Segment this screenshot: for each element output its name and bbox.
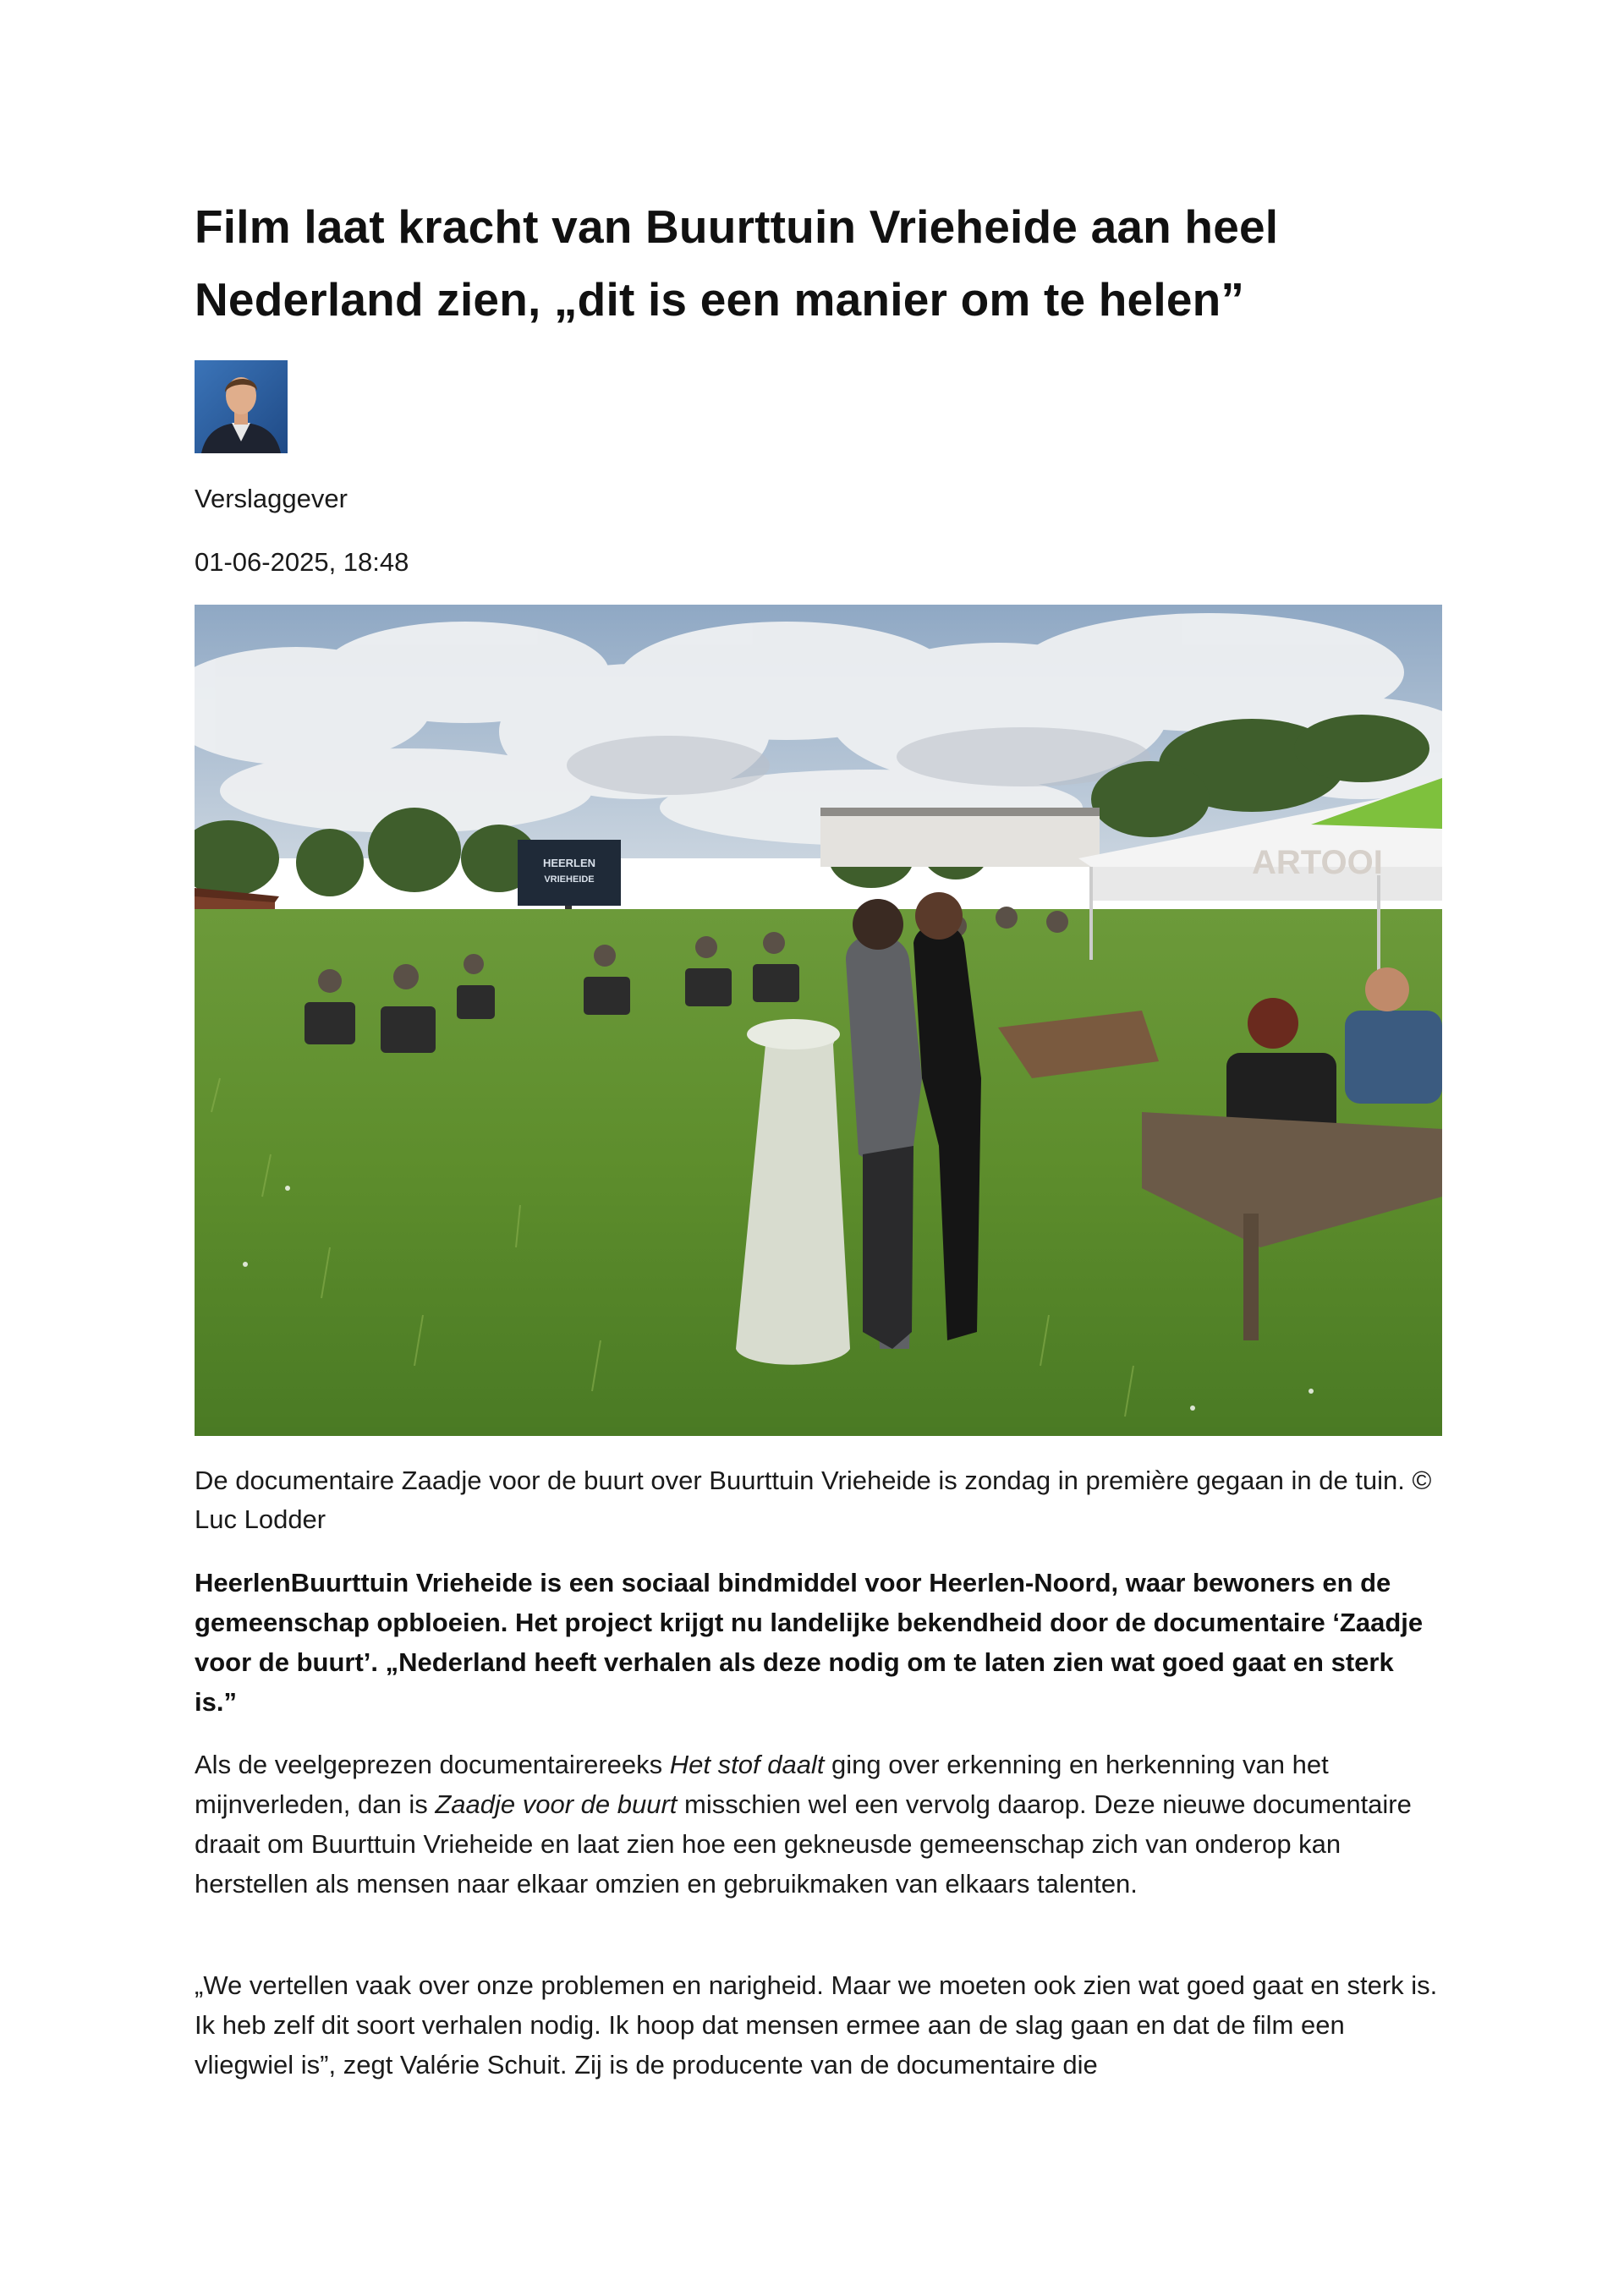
article-paragraph-2: „We vertellen vaak over onze problemen en narigheid. Maar we moeten ook zien wat goed gaat en sterk is. Ik heb zelf dit soort verhalen nodig. Ik hoop dat mensen ermee aan de slag gaan en dat de film een vliegwiel is”, zegt Valérie Schuit. Zij is de producente van de documentaire die (195, 1970, 1438, 2080)
p1-title-zaadje-voor-de-buurt: Zaadje voor de buurt (435, 1789, 678, 1819)
p1-text-c: misschien wel een vervolg daarop. Deze nieuwe documentaire draait om Buurttuin Vrieheide en laat zien hoe een gekneusde gemeenschap zich van onderop kan herstellen als mensen naar elkaar omzien en gebruikmaken van elkaars talenten. (195, 1789, 1412, 1899)
article-photo (195, 605, 1442, 1436)
author-portrait-image (195, 360, 288, 453)
article-paragraph-1 (195, 1745, 1442, 1904)
p1-text-a: Als de veelgeprezen documentairereeks (195, 1750, 670, 1779)
photo-caption: De documentaire Zaadje voor de buurt over Buurttuin Vrieheide is zondag in première gegaan in de tuin. © Luc Lodder (195, 1466, 1432, 1534)
p1-text-b: ging over erkenning en herkenning van het mijnverleden, dan is (195, 1750, 1329, 1819)
author-role: Verslaggever (195, 484, 348, 513)
publish-date: 01-06-2025, 18:48 (195, 547, 409, 577)
article-lead: HeerlenBuurttuin Vrieheide is een sociaal bindmiddel voor Heerlen-Noord, waar bewoners en de gemeenschap opbloeien. Het project krijgt nu landelijke bekendheid door de documentaire ‘Zaadje voor de buurt’. „Nederland heeft verhalen als deze nodig om te laten zien wat goed gaat en sterk is.” (195, 1568, 1424, 1717)
banner-text: ARTOOI (1252, 844, 1383, 881)
p1-title-het-stof-daalt: Het stof daalt (669, 1750, 825, 1779)
screen-text: HEERLEN (542, 857, 596, 869)
article-headline: Film laat kracht van Buurttuin Vrieheide aan heel Nederland zien, „dit is een manier om te helen” (195, 200, 1279, 326)
author-avatar[interactable] (195, 360, 288, 453)
garden-premiere-photo (195, 605, 1442, 1436)
svg-text:VRIEHEIDE: VRIEHEIDE (544, 874, 595, 885)
